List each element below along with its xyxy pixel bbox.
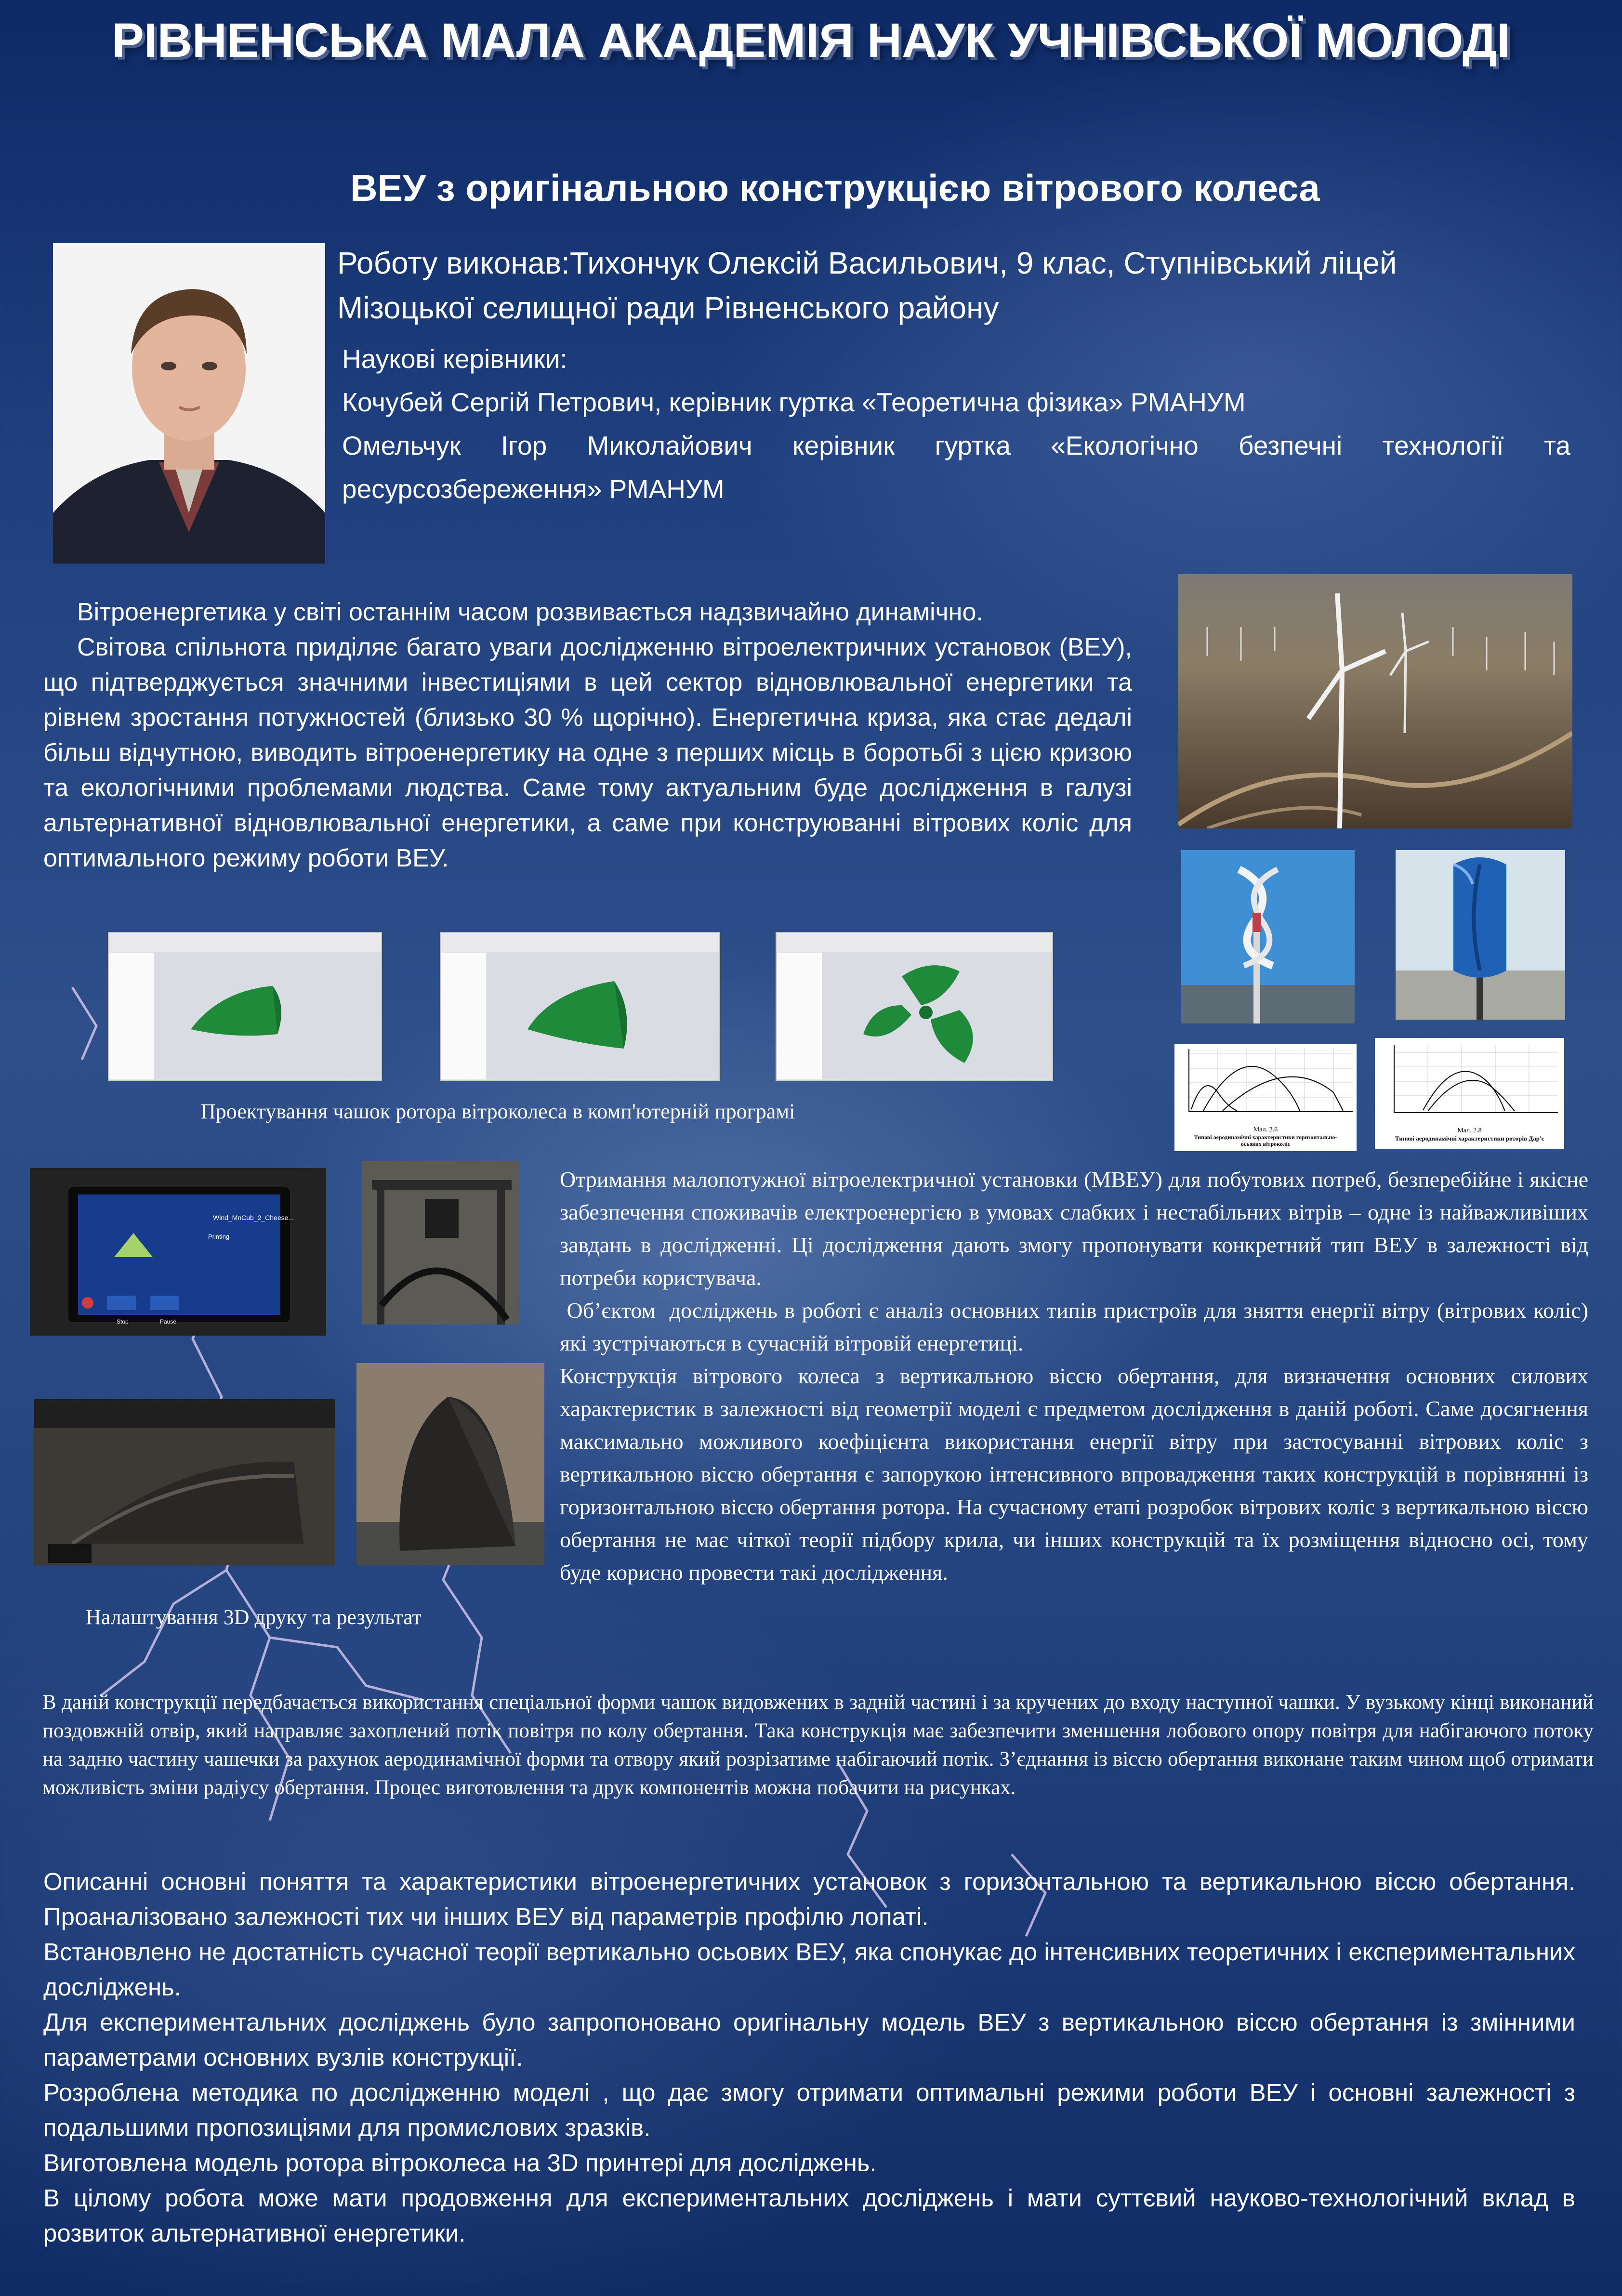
wind-farm-photo xyxy=(1178,574,1572,828)
chart-darrieus xyxy=(1375,1038,1564,1149)
conclusion-4: Розроблена методика по дослідженню моделі , що дає змогу отримати оптимальні режими роботи ВЕУ і основні залежності з подальшими пропозиціями для промислових зразків. xyxy=(43,2079,1575,2141)
printer-screen-photo xyxy=(30,1168,326,1336)
printer-stop-label: Stop xyxy=(117,1318,129,1325)
conclusion-1: Описанні основні поняття та характеристики вітроенергетичних установок з горизонтальною та вертикальною віссю обертання. Проаналізовано залежності тих чи інших ВЕУ від параметрів профілю лопаті. xyxy=(43,1868,1575,1930)
conclusion-2: Встановлено не достатність сучасної теорії вертикально осьових ВЕУ, яка спонукає до інтенсивних теоретичних і експериментальних досліджень. xyxy=(43,1938,1575,2001)
chart-right-caption: Типові аеродинамічні характеристики роторів Дар'є xyxy=(1395,1135,1544,1142)
conclusion-5: Виготовлена модель ротора вітроколеса на 3D принтері для досліджень. xyxy=(43,2149,877,2177)
cad-screenshot-1 xyxy=(108,932,382,1081)
printer-printing-photo xyxy=(362,1161,519,1325)
middle-text xyxy=(560,1163,1594,1589)
supervisors-heading: Наукові керівники: xyxy=(342,344,567,374)
conclusions xyxy=(43,1864,1575,2251)
helical-turbine-photo xyxy=(1181,850,1355,1023)
intro-text xyxy=(43,595,1132,876)
middle-paragraph-1: Отримання малопотужної вітроелектричної установки (МВЕУ) для побутових потреб, безперебійне і якісне забезпечення споживачів електроенергією в умовах слабких і нестабільних вітрів – одне із найважливіших завдань в дослідженні. Ці дослідження дають змогу пропонувати конкретний тип ВЕУ в залежності від потреби користувача. xyxy=(560,1167,1588,1290)
chart-left-label: Мал. 2.6 xyxy=(1253,1126,1278,1133)
intro-paragraph-2: Світова спільнота приділяє багато уваги дослідженню вітроелектричних установок (ВЕУ), що підтверджується значними інвестиціями в цей сектор відновлювальної енергетики та рівнем зростання потужностей (близько 30 % щорічно). Енергетична криза, яка стає дедалі більш відчутною, виводить вітроенергетику на одне з перших місць в боротьбі з цією кризою та екологічними проблемами людства. Саме тому актуальним буде дослідження в галузі альтернативної відновлювальної енергетики, а саме при конструюванні вітрових коліс для оптимального режиму роботи ВЕУ. xyxy=(43,633,1132,872)
page-title: РІВНЕНСЬКА МАЛА АКАДЕМІЯ НАУК УЧНІВСЬКОЇ МОЛОДІ xyxy=(112,13,1510,67)
intro-paragraph-1: Вітроенергетика у світі останнім часом розвивається надзвичайно динамічно. xyxy=(77,598,983,626)
conclusion-6: В цілому робота може мати продовження для експериментальних досліджень і мати суттєвий науково-технологічний вклад в розвиток альтернативної енергетики. xyxy=(43,2184,1575,2247)
printed-part-photo-1 xyxy=(34,1399,335,1565)
design-description: В даній конструкції передбачається використання спеціальної форми чашок видовжених в задній частині і за кручених до входу наступної чашки. У вузькому кінці виконаний поздовжній отвір, який направляє захоплений потік повітря по колу обертання. Така конструкція має забезпечити зменшення лобового опору повітря для набігаючого потоку на задню частину чашечки за рахунок аеродинамічної форми та отвору який розрізатиме набігаючий потік. З’єднання із віссю обертання виконане таким чином щоб отримати можливість зміни радіусу обертання. Процес виготовлення та друк компонентів можна побачити на рисунках. xyxy=(42,1691,1594,1799)
cad-screenshot-2 xyxy=(440,932,720,1081)
cad-screenshot-3 xyxy=(776,932,1053,1081)
supervisors-block xyxy=(342,337,1570,511)
savonius-turbine-photo xyxy=(1396,850,1565,1020)
printer-file-name: Wind_MnCub_2_Cheese... xyxy=(213,1214,294,1221)
printer-status: Printing xyxy=(208,1233,230,1240)
printed-part-photo-2 xyxy=(356,1363,544,1565)
supervisor-2: Омельчук Ігор Миколайович керівник гуртка «Екологічно безпечні технології та ресурсозбереження» РМАНУМ xyxy=(342,431,1570,504)
chart-horizontal-axis xyxy=(1174,1044,1357,1151)
author-info: Роботу виконав:Тихончук Олексій Васильович, 9 клас, Ступнівський ліцей Мізоцької селищної ради Рівненського району xyxy=(337,246,1397,325)
supervisor-1: Кочубей Сергій Петрович, керівник гуртка «Теоретична фізика» РМАНУМ xyxy=(342,387,1246,417)
chart-left-caption: Типові аеродинамічні характеристики горизонтально-осьових вітроколіс xyxy=(1194,1134,1337,1147)
chart-right-label: Мал. 2.8 xyxy=(1457,1127,1482,1134)
cad-caption: Проектування чашок ротора вітроколеса в комп'ютерній програмі xyxy=(200,1100,795,1123)
work-title: ВЕУ з оригінальною конструкцією вітрового колеса xyxy=(350,167,1320,209)
printer-pause-label: Pause xyxy=(160,1318,177,1325)
print-caption: Налаштування 3D друку та результат xyxy=(86,1605,422,1629)
middle-paragraph-3: Конструкція вітрового колеса з вертикальною віссю обертання, для визначення основних силових характеристик в залежності від геометрії моделі є предметом дослідження в даній роботі. Саме досягнення максимально можливого коефіцієнта використання енергії вітру при застосуванні вітрових коліс з вертикальною віссю обертання є запорукою інтенсивного впровадження таких конструкцій в порівнянні із горизонтальною віссю обертання ротора. На сучасному етапі розробок вітрових коліс з вертикальною віссю обертання не має чіткої теорії підбору крила, чи інших конструкцій та їх розміщення відносно осі, тому буде корисно провести такі дослідження. xyxy=(560,1364,1588,1585)
student-photo xyxy=(53,243,325,564)
conclusion-3: Для експериментальних досліджень було запропоновано оригінальну модель ВЕУ з вертикальною віссю обертання із змінними параметрами основних вузлів конструкції. xyxy=(43,2008,1575,2071)
middle-paragraph-2: Об’єктом досліджень в роботі є аналіз основних типів пристроїв для зняття енергії вітру (вітрових коліс) які зустрічаються в сучасній вітровій енергетиці. xyxy=(560,1298,1594,1355)
